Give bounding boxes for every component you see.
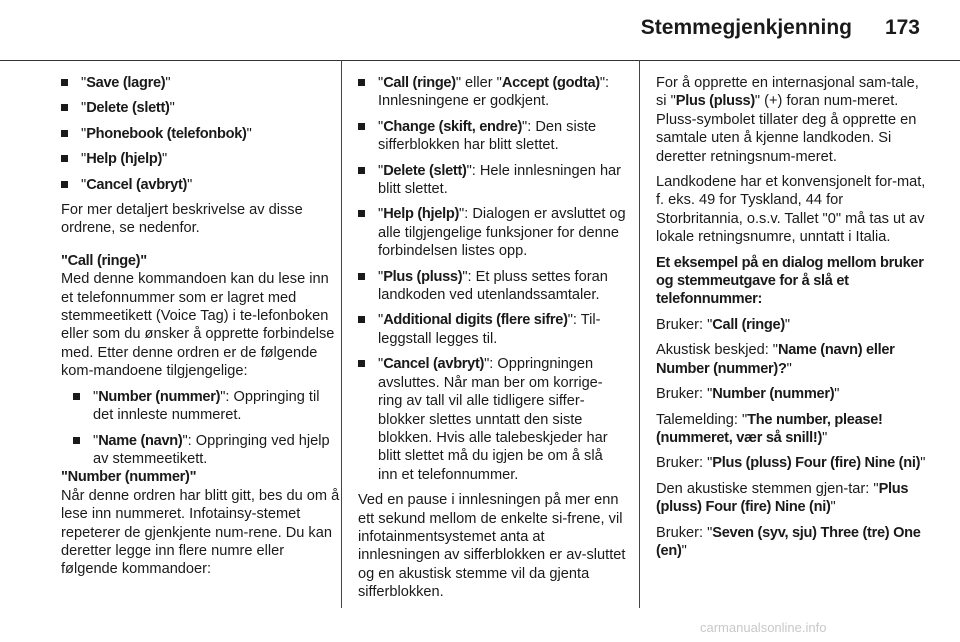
list-item: "Call (ringe)" eller "Accept (godta)": Innlesningene er godkjent. <box>358 74 626 111</box>
country-code-text: Landkodene har et konvensjonelt for-mat, f. eks. 49 for Tyskland, 44 for Storbritannia, o.s.v. Tallet "0" må tas ut av lokale retningsnumre, unntatt i Italia. <box>656 174 926 246</box>
list-item: "Help (hjelp)": Dialogen er avsluttet og alle tilgjengelige funksjoner for denne forbindelsen listes opp. <box>358 205 626 260</box>
section-heading-number: "Number (nummer)" <box>61 469 197 486</box>
page-header <box>0 0 960 61</box>
page-title: Stemmegjenkjenning <box>640 16 852 39</box>
bullet-icon <box>61 155 68 162</box>
dialog-line: Bruker: "Plus (pluss) Four (fire) Nine (ni)" <box>656 455 926 472</box>
list-item: "Cancel (avbryt)" <box>61 176 343 194</box>
pause-description: Ved en pause i innlesningen på mer enn ett sekund mellom de enkelte si-frene, vil infotainmentsystemet anta at innlesningen av sifferblokken er av-sluttet og en akustisk stemme vil da gjenta sifferblokken. <box>358 492 626 601</box>
list-item: "Change (skift, endre)": Den siste sifferblokken har blitt slettet. <box>358 118 626 155</box>
dialog-line: Bruker: "Number (nummer)" <box>656 386 840 403</box>
list-item: "Cancel (avbryt)": Oppringningen avsluttes. Når man ber om korrige-ring av tall vil alle tidligere siffer-blokker slettes unntatt den siste blokken. Hvis alle talebeskjeder har blitt slettet må du igjen be om å slå inn et telefonnummer. <box>358 355 626 484</box>
list-item: "Name (navn)": Oppringing ved hjelp av stemmeetikett. <box>73 432 343 469</box>
list-item: "Phonebook (telefonbok)" <box>61 125 343 143</box>
bullet-icon <box>61 130 68 137</box>
list-item: "Help (hjelp)" <box>61 150 343 168</box>
bullet-icon <box>358 316 365 323</box>
list-item: "Save (lagre)" <box>61 74 343 92</box>
list-item: "Delete (slett)" <box>61 99 343 117</box>
bullet-icon <box>73 437 80 444</box>
column-divider <box>639 60 640 608</box>
bullet-icon <box>358 123 365 130</box>
watermark: carmanualsonline.info <box>700 620 827 635</box>
dialog-line: Den akustiske stemmen gjen-tar: "Plus (pluss) Four (fire) Nine (ni)" <box>656 480 909 516</box>
bullet-icon <box>358 273 365 280</box>
dialog-line: Akustisk beskjed: "Name (navn) eller Number (nummer)?" <box>656 342 895 377</box>
dialog-line: Talemelding: "The number, please! (nummeret, vær så snill!)" <box>656 411 883 446</box>
bullet-icon <box>358 79 365 86</box>
example-heading: Et eksempel på en dialog mellom bruker og stemmeutgave for å slå et telefonnummer: <box>656 254 924 308</box>
bullet-icon <box>358 167 365 174</box>
column-1 <box>61 74 343 586</box>
bullet-icon <box>61 181 68 188</box>
international-call-text: For å opprette en internasjonal sam-tale, si "Plus (pluss)" (+) foran num-meret. Pluss-symbolet tillater deg å opprette en samtale uten å kjenne landkoden. Si deretter retningsnum-meret. <box>656 75 919 165</box>
list-item: "Number (nummer)": Oppringing til det innleste nummeret. <box>73 388 343 425</box>
bullet-icon <box>73 393 80 400</box>
bullet-icon <box>61 104 68 111</box>
dialog-line: Bruker: "Seven (syv, sju) Three (tre) One (en)" <box>656 524 921 559</box>
list-item: "Delete (slett)": Hele innlesningen har blitt slettet. <box>358 162 626 199</box>
page-number: 173 <box>884 16 920 39</box>
intro-text: For mer detaljert beskrivelse av disse ordrene, se nedenfor. <box>61 202 303 237</box>
section-heading-call: "Call (ringe)" <box>61 252 147 269</box>
bullet-icon <box>358 210 365 217</box>
list-item: "Plus (pluss)": Et pluss settes foran landkoden ved utenlandssamtaler. <box>358 268 626 305</box>
dialog-line: Bruker: "Call (ringe)" <box>656 316 791 333</box>
bullet-icon <box>61 79 68 86</box>
column-3 <box>656 74 928 567</box>
bullet-icon <box>358 360 365 367</box>
column-2 <box>358 74 626 609</box>
list-item: "Additional digits (flere sifre)": Til-leggstall legges til. <box>358 311 626 348</box>
call-description: Med denne kommandoen kan du lese inn et telefonnummer som er lagret med stemmeetikett (Voice Tag) i te-lefonboken eller som du ønsker å opprette forbindelse med. Etter denne ordren er de følgende kom-mandoene tilgjengelige: <box>61 271 335 380</box>
number-description: Når denne ordren har blitt gitt, bes du om å lese inn nummeret. Infotainsy-stemet repeterer de gjenkjente num-rene. Du kan deretter legge inn flere numre eller følgende kommandoer: <box>61 487 340 578</box>
